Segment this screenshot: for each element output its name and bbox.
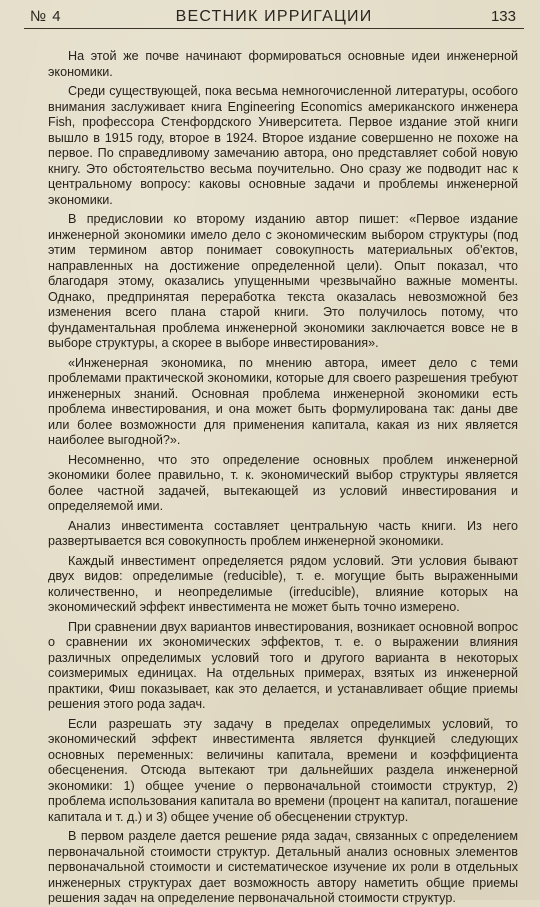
paragraph: Каждый инвестимент определяется рядом условий. Эти условия бывают двух видов: определимые (reducible), т. е. могущие быть выраженными количественно, и неопределимые (irreducible), влияние которых на экономический эффект инвестимента не может быть точно измерено. [48, 553, 518, 614]
paragraph: «Инженерная экономика, по мнению автора, имеет дело с теми проблемами практической экономики, которые для своего разрешения требуют инженерных знаний. Основная проблема инженерной экономики есть проблема инвестирования, и она может быть формулирована так: даны две или более возможности для применения капитала, какая из них является наиболее выгодной?». [48, 355, 518, 447]
paragraph: Среди существующей, пока весьма немногочисленной литературы, особого внимания заслуживает книга Engineering Economics американского инженера Fish, профессора Стенфордского Университета. Первое издание этой книги вышло в 1915 году, второе в 1924. Второе издание совершенно не похоже на первое. По справедливому замечанию автора, оно представляет собой новую книгу. Это обстоятельство весьма поучительно. Оно сразу же подводит нас к центральному вопросу: каковы основные задачи и проблемы инженерной экономики. [48, 84, 518, 207]
paragraph: Если разрешать эту задачу в пределах определимых условий, то экономический эффект инвестимента является функцией следующих основных переменных: величины капитала, времени и коэффициента обесценения. Отсюда вытекают три дальнейших раздела инженерной экономики: 1) общее учение о первоначальной стоимости структур, 2) проблема использования капитала во времени (процент на капитал, погашение капитала и т. д.) и 3) общее учение об обесценении структур. [48, 716, 518, 824]
issue-number: № 4 [30, 8, 62, 25]
page-number: 133 [490, 8, 516, 25]
paragraph: В предисловии ко второму изданию автор пишет: «Первое издание инженерной экономики имело дело с экономическим выбором структуры (под этим термином автор понимает совокупность материальных об'ектов, направленных на достижение определенной цели). Опыт показал, что благодаря этому, оказались упущенными чрезвычайно важные моменты. Однако, предпринятая переработка текста оказалась невозможной без изменения всего плана старой книги. Это получилось потому, что фундаментальная проблема инженерной экономики заключается вовсе не в выборе структуры, а скорее в выборе инвестирования». [48, 212, 518, 350]
paragraph: Анализ инвестимента составляет центральную часть книги. Из него развертывается вся совокупность проблем инженерной экономики. [48, 518, 518, 548]
journal-title: ВЕСТНИК ИРРИГАЦИИ [175, 8, 373, 25]
paragraph: Несомненно, что это определение основных проблем инженерной экономики более правильно, т. к. экономический выбор структуры является более частной задачей, вытекающей из условий инвестирования и определяемой ими. [48, 452, 518, 513]
page-header [24, 0, 524, 29]
article-body [24, 29, 524, 907]
paragraph: В первом разделе дается решение ряда задач, связанных с определением первоначальной стоимости структур. Детальный анализ основных элементов первоначальной стоимости и систематическое изучение их роли в отдельных инженерных структурах дает возможность автору наметить общие приемы решения задач на определение первоначальной стоимости структур. [48, 829, 518, 905]
paragraph: На этой же почве начинают формироваться основные идеи инженерной экономики. [48, 49, 518, 79]
paragraph: При сравнении двух вариантов инвестирования, возникает основной вопрос о сравнении их экономических эффектов, т. е. о выражении влияния различных определимых условий того и другого варианта в некоторых соизмеримых единицах. На отдельных примерах, взятых из инженерной практики, Фиш показывает, как это делается, и устанавливает общие приемы решения этого рода задач. [48, 619, 518, 711]
